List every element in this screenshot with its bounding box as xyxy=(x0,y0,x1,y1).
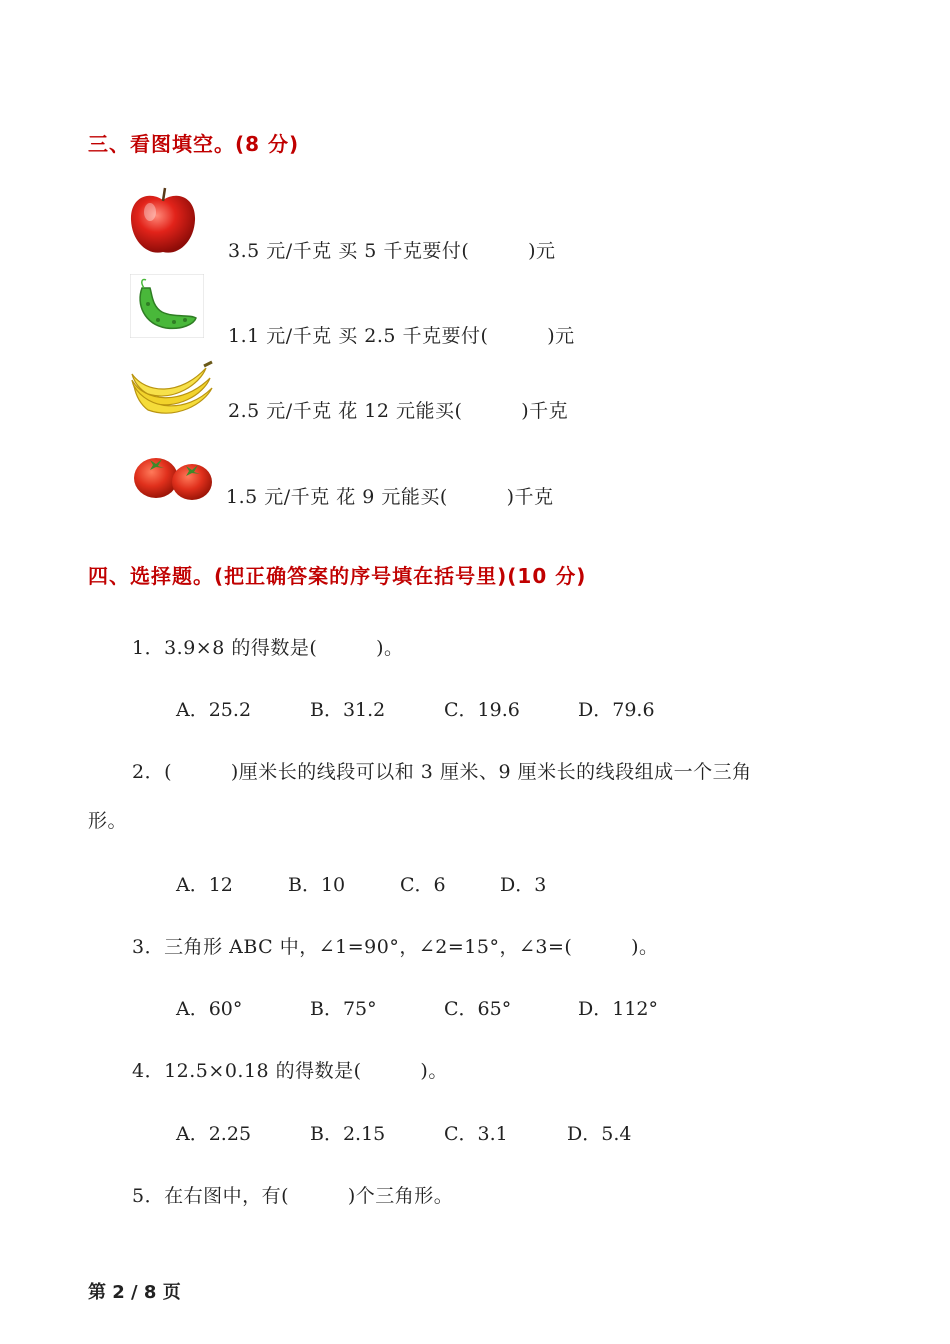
question-4: 4．12.5×0.18 的得数是( )。 xyxy=(132,1060,448,1082)
cucumber-icon xyxy=(130,274,204,338)
q3-option-c: C．65° xyxy=(444,998,512,1020)
q2-option-c: C．6 xyxy=(400,874,446,896)
q1-option-c: C．19.6 xyxy=(444,699,520,721)
fill-item-cucumber: 1.1 元/千克 买 2.5 千克要付( )元 xyxy=(228,325,575,347)
page-number: 第 2 / 8 页 xyxy=(88,1282,181,1303)
fill-item-banana: 2.5 元/千克 花 12 元能买( )千克 xyxy=(228,400,569,422)
q1-option-b: B．31.2 xyxy=(310,699,386,721)
question-2-continued: 形。 xyxy=(88,810,128,832)
fill-item-tomato: 1.5 元/千克 花 9 元能买( )千克 xyxy=(226,486,554,508)
question-3: 3．三角形 ABC 中，∠1=90°，∠2=15°，∠3=( )。 xyxy=(132,936,659,958)
q1-option-d: D．79.6 xyxy=(578,699,655,721)
q4-option-d: D．5.4 xyxy=(567,1123,632,1145)
q2-option-a: A．12 xyxy=(176,874,233,896)
q4-option-a: A．2.25 xyxy=(176,1123,252,1145)
banana-icon xyxy=(130,358,214,418)
question-1: 1．3.9×8 的得数是( )。 xyxy=(132,637,404,659)
q2-option-b: B．10 xyxy=(288,874,346,896)
question-2: 2．( )厘米长的线段可以和 3 厘米、9 厘米长的线段组成一个三角 xyxy=(132,761,752,783)
q1-option-a: A．25.2 xyxy=(176,699,252,721)
section4-heading: 四、选择题。(把正确答案的序号填在括号里)(10 分) xyxy=(88,564,587,588)
q3-option-d: D．112° xyxy=(578,998,658,1020)
fill-item-apple: 3.5 元/千克 买 5 千克要付( )元 xyxy=(228,240,556,262)
q3-option-b: B．75° xyxy=(310,998,377,1020)
q4-option-b: B．2.15 xyxy=(310,1123,386,1145)
q3-option-a: A．60° xyxy=(176,998,243,1020)
q4-option-c: C．3.1 xyxy=(444,1123,508,1145)
question-5: 5．在右图中，有( )个三角形。 xyxy=(132,1185,454,1207)
apple-icon xyxy=(128,186,198,258)
section3-heading: 三、看图填空。(8 分) xyxy=(88,132,300,156)
q2-option-d: D．3 xyxy=(500,874,547,896)
tomato-icon xyxy=(132,450,214,504)
